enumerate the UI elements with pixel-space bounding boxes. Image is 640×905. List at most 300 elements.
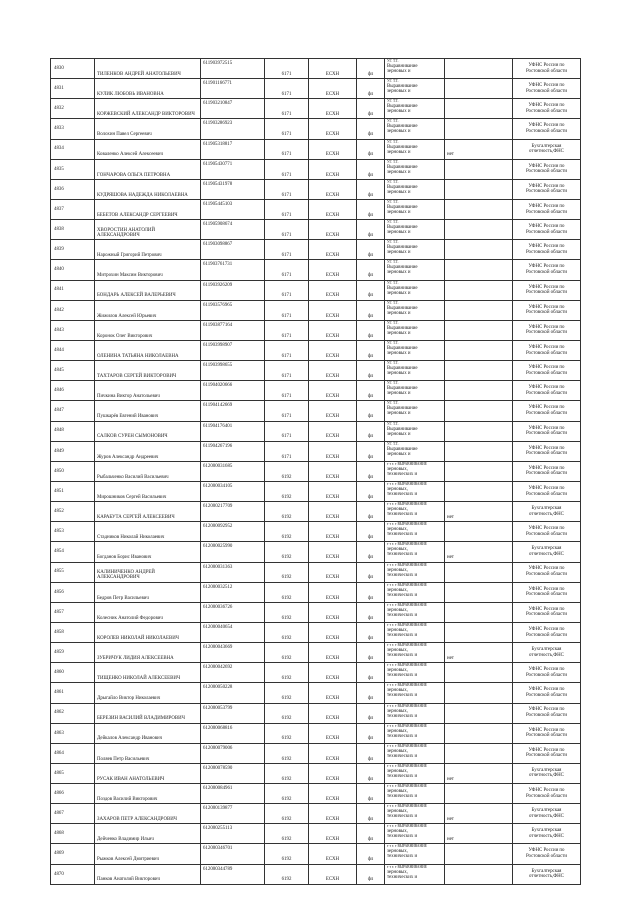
status-flag: [445, 784, 513, 804]
taxpayer-name: РУСАК ИВАН АНАТОЛЬЕВИЧ: [95, 763, 201, 783]
source-organization: [513, 441, 581, 461]
activity-description: [385, 784, 445, 804]
activity-description: [385, 763, 445, 783]
table-row: [51, 441, 581, 461]
row-number: 4853: [51, 522, 95, 542]
tax-regime: ЕСХН: [309, 582, 357, 602]
taxpayer-inn: 612000346701: [201, 844, 265, 864]
table-row: [51, 280, 581, 300]
source-line: отчетность,ФНС: [529, 773, 564, 779]
tax-office-code: 6171: [265, 119, 309, 139]
source-organization: [513, 340, 581, 360]
entity-kind: фл: [357, 401, 385, 421]
activity-description: [385, 159, 445, 179]
source-line: Бухгалтерская: [531, 868, 562, 874]
tax-regime: ЕСХН: [309, 441, 357, 461]
taxpayer-inn: 612000344789: [201, 864, 265, 884]
activity-line: Выравнивание: [387, 265, 418, 271]
table-row: [51, 522, 581, 542]
source-organization: [513, 703, 581, 723]
entity-kind: фл: [357, 119, 385, 139]
source-organization: [513, 582, 581, 602]
activity-description: [385, 481, 445, 501]
entity-kind: фл: [357, 663, 385, 683]
activity-line: УГ. Т.Т.: [387, 240, 399, 245]
table-row: [51, 804, 581, 824]
activity-line: УГ. Т.Т.: [387, 79, 399, 84]
activity-line: Выравнивание: [387, 325, 418, 331]
tax-office-code: 6171: [265, 300, 309, 320]
taxpayer-inn: 612000031685: [201, 461, 265, 481]
activity-line: УГ. Т.Т.: [387, 320, 399, 325]
activity-line: зерновых,: [387, 789, 408, 795]
tax-regime: ЕСХН: [309, 59, 357, 79]
taxpayer-name: ТИЩЕНКО НИКОЛАЙ АЛЕКСЕЕВИЧ: [95, 663, 201, 683]
source-line: УФНС России по: [528, 123, 565, 129]
activity-line: УГ. Т.Т.: [387, 260, 399, 265]
taxpayer-inn: 612000025990: [201, 542, 265, 562]
taxpayer-inn: 611905318817: [201, 139, 265, 159]
tax-regime: ЕСХН: [309, 743, 357, 763]
taxpayer-inn: 611904020666: [201, 381, 265, 401]
table-row: [51, 260, 581, 280]
entity-kind: фл: [357, 421, 385, 441]
tax-office-code: 6192: [265, 643, 309, 663]
taxpayer-inn: 611905430771: [201, 159, 265, 179]
activity-line: зерновых,: [387, 567, 408, 573]
row-number: 4848: [51, 421, 95, 441]
taxpayer-name: Колесник Анатолий Федорович: [95, 602, 201, 622]
source-line: Ростовской области: [525, 531, 568, 537]
status-flag: [445, 179, 513, 199]
table-row: [51, 481, 581, 501]
activity-line: технических и: [387, 713, 418, 719]
table-row: [51, 824, 581, 844]
row-number: 4859: [51, 643, 95, 663]
row-number: 4849: [51, 441, 95, 461]
row-number: 4860: [51, 663, 95, 683]
activity-line: технических и: [387, 733, 418, 739]
tax-office-code: 6192: [265, 864, 309, 884]
source-line: УФНС России по: [528, 687, 565, 693]
activity-description: [385, 340, 445, 360]
status-flag: [445, 361, 513, 381]
activity-line: технических и: [387, 753, 418, 759]
row-number: 4840: [51, 260, 95, 280]
activity-line: УГ. Т.Т.: [387, 421, 399, 426]
tax-regime: ЕСХН: [309, 844, 357, 864]
table-row: [51, 703, 581, 723]
activity-line: т т т. т ВЫРАВНИВАНИЕ: [387, 643, 427, 648]
activity-line: УГ. Т.Т.: [387, 99, 399, 104]
activity-line: зерновых и: [387, 451, 411, 457]
row-number: 4845: [51, 361, 95, 381]
source-line: Ростовской области: [525, 612, 568, 618]
activity-line: зерновых и: [387, 69, 411, 74]
entity-kind: фл: [357, 743, 385, 763]
tax-office-code: 6192: [265, 824, 309, 844]
activity-description: [385, 260, 445, 280]
tax-office-code: 6171: [265, 139, 309, 159]
table-row: [51, 240, 581, 260]
activity-line: зерновых,: [387, 748, 408, 754]
tax-regime: ЕСХН: [309, 220, 357, 240]
taxpayer-inn: 612000043669: [201, 643, 265, 663]
activity-line: УГ. Т.Т.: [387, 340, 399, 345]
entity-kind: фл: [357, 179, 385, 199]
source-line: УФНС России по: [528, 485, 565, 491]
activity-line: Выравнивание: [387, 84, 418, 90]
taxpayer-name: ЗУБРИЧУК ЛИДИЯ АЛЕКСЕЕВНА: [95, 643, 201, 663]
activity-line: зерновых и: [387, 350, 411, 356]
activity-description: [385, 602, 445, 622]
taxpayer-inn: 611904142669: [201, 401, 265, 421]
row-number: 4862: [51, 703, 95, 723]
activity-description: [385, 320, 445, 340]
activity-description: [385, 401, 445, 421]
tax-office-code: 6171: [265, 421, 309, 441]
source-line: УФНС России по: [528, 425, 565, 431]
activity-line: Выравнивание: [387, 446, 418, 452]
taxpayer-inn: 611904267196: [201, 441, 265, 461]
tax-office-code: 6192: [265, 622, 309, 642]
source-organization: [513, 844, 581, 864]
activity-line: т т т. т ВЫРАВНИВАНИЕ: [387, 784, 427, 789]
tax-regime: ЕСХН: [309, 139, 357, 159]
activity-line: зерновых,: [387, 648, 408, 654]
row-number: 4867: [51, 804, 95, 824]
activity-description: [385, 59, 445, 79]
activity-line: технических и: [387, 834, 418, 840]
activity-line: Выравнивание: [387, 164, 418, 170]
activity-line: зерновых и: [387, 129, 411, 135]
activity-line: т т т. т ВЫРАВНИВАНИЕ: [387, 522, 427, 527]
status-flag: [445, 79, 513, 99]
taxpayer-name: КАЛИНИЧЕНКО АНДРЕЙ АЛЕКСАНДРОВИЧ: [95, 562, 201, 582]
source-line: УФНС России по: [528, 526, 565, 532]
taxpayer-inn: 612000255113: [201, 824, 265, 844]
entity-kind: фл: [357, 79, 385, 99]
tax-office-code: 6192: [265, 763, 309, 783]
source-organization: [513, 421, 581, 441]
taxpayer-name: Дейченко Владимир Ильич: [95, 824, 201, 844]
row-number: 4854: [51, 542, 95, 562]
table-row: [51, 220, 581, 240]
taxpayer-inn: 611904176401: [201, 421, 265, 441]
activity-description: [385, 824, 445, 844]
taxpayer-name: КОРЖЕВСКИЙ АЛЕКСАНДР ВИКТОРОВИЧ: [95, 99, 201, 119]
entity-kind: фл: [357, 864, 385, 884]
activity-line: УГ. Т.Т.: [387, 401, 399, 406]
source-organization: [513, 502, 581, 522]
tax-regime: ЕСХН: [309, 784, 357, 804]
activity-description: [385, 723, 445, 743]
table-row: [51, 844, 581, 864]
source-line: УФНС России по: [528, 344, 565, 350]
activity-line: технических и: [387, 612, 418, 618]
entity-kind: фл: [357, 844, 385, 864]
taxpayer-inn: 612000139877: [201, 804, 265, 824]
source-line: отчетность,ФНС: [529, 149, 564, 155]
table-row: [51, 643, 581, 663]
source-line: Ростовской области: [525, 692, 568, 698]
taxpayer-name: Пушкарёв Евгений Иванович: [95, 401, 201, 421]
source-line: Ростовской области: [525, 209, 568, 215]
activity-line: зерновых и: [387, 270, 411, 276]
status-flag: [445, 723, 513, 743]
source-line: Ростовской области: [525, 169, 568, 175]
table-row: [51, 784, 581, 804]
source-line: отчетность,ФНС: [529, 511, 564, 517]
tax-regime: ЕСХН: [309, 300, 357, 320]
row-number: 4868: [51, 824, 95, 844]
tax-regime: ЕСХН: [309, 320, 357, 340]
tax-regime: ЕСХН: [309, 280, 357, 300]
activity-line: зерновых и: [387, 310, 411, 316]
taxpayer-name: ОЛЕНИНА ТАТЬЯНА НИКОЛАЕВНА: [95, 340, 201, 360]
source-line: Ростовской области: [525, 793, 568, 799]
row-number: 4863: [51, 723, 95, 743]
tax-regime: ЕСХН: [309, 663, 357, 683]
tax-regime: ЕСХН: [309, 461, 357, 481]
source-organization: [513, 199, 581, 219]
status-flag: [445, 59, 513, 79]
status-flag: [445, 240, 513, 260]
status-flag: [445, 582, 513, 602]
entity-kind: фл: [357, 582, 385, 602]
source-line: Бухгалтерская: [531, 143, 562, 149]
row-number: 4855: [51, 562, 95, 582]
activity-description: [385, 522, 445, 542]
activity-line: УГ. Т.Т.: [387, 300, 399, 305]
status-flag: [445, 300, 513, 320]
taxpayer-name: Рыбальченко Василий Васильевич: [95, 461, 201, 481]
activity-line: зерновых,: [387, 547, 408, 553]
source-organization: [513, 320, 581, 340]
activity-description: [385, 743, 445, 763]
activity-line: зерновых,: [387, 688, 408, 694]
activity-description: [385, 179, 445, 199]
activity-line: зерновых,: [387, 708, 408, 714]
activity-line: т т т. т ВЫРАВНИВАНИЕ: [387, 663, 427, 668]
taxpayer-name: Бедров Петр Васильевич: [95, 582, 201, 602]
row-number: 4838: [51, 220, 95, 240]
tax-regime: ЕСХН: [309, 804, 357, 824]
entity-kind: фл: [357, 340, 385, 360]
table-row: [51, 179, 581, 199]
source-organization: [513, 59, 581, 79]
source-line: Бухгалтерская: [531, 808, 562, 814]
table-row: [51, 502, 581, 522]
tax-regime: ЕСХН: [309, 502, 357, 522]
source-line: УФНС России по: [528, 586, 565, 592]
activity-line: зерновых и: [387, 109, 411, 115]
activity-line: т т т. т ВЫРАВНИВАНИЕ: [387, 582, 427, 587]
table-row: [51, 139, 581, 159]
taxpayer-inn: 612000040654: [201, 622, 265, 642]
activity-line: зерновых и: [387, 371, 411, 377]
source-line: Ростовской области: [525, 249, 568, 255]
table-row: [51, 300, 581, 320]
source-line: отчетность,ФНС: [529, 652, 564, 658]
tax-regime: ЕСХН: [309, 421, 357, 441]
source-organization: [513, 643, 581, 663]
taxpayer-name: КОРОЛЕВ НИКОЛАЙ НИКОЛАЕВИЧ: [95, 622, 201, 642]
activity-description: [385, 864, 445, 884]
activity-line: Выравнивание: [387, 124, 418, 130]
source-organization: [513, 159, 581, 179]
activity-line: технических и: [387, 592, 418, 598]
taxpayer-name: Стадников Николай Николаевич: [95, 522, 201, 542]
tax-regime: ЕСХН: [309, 643, 357, 663]
entity-kind: фл: [357, 481, 385, 501]
entity-kind: фл: [357, 280, 385, 300]
source-line: УФНС России по: [528, 244, 565, 250]
source-line: Ростовской области: [525, 290, 568, 296]
tax-office-code: 6192: [265, 723, 309, 743]
activity-description: [385, 280, 445, 300]
taxpayer-name: Коронок Олег Викторович: [95, 320, 201, 340]
activity-line: зерновых,: [387, 466, 408, 472]
row-number: 4857: [51, 602, 95, 622]
source-line: УФНС России по: [528, 606, 565, 612]
source-line: УФНС России по: [528, 284, 565, 290]
table-row: [51, 99, 581, 119]
status-flag: [445, 743, 513, 763]
taxpayer-inn: 612000084961: [201, 784, 265, 804]
taxpayer-inn: 611905431978: [201, 179, 265, 199]
taxpayer-inn: 612000050228: [201, 683, 265, 703]
source-line: УФНС России по: [528, 848, 565, 854]
table-row: [51, 381, 581, 401]
tax-office-code: 6192: [265, 743, 309, 763]
source-line: УФНС России по: [528, 747, 565, 753]
activity-description: [385, 582, 445, 602]
row-number: 4836: [51, 179, 95, 199]
entity-kind: фл: [357, 260, 385, 280]
source-line: УФНС России по: [528, 83, 565, 89]
activity-line: технических и: [387, 693, 418, 699]
activity-line: технических и: [387, 653, 418, 659]
activity-line: УГ. Т.Т.: [387, 159, 399, 164]
row-number: 4841: [51, 280, 95, 300]
source-line: Ростовской области: [525, 410, 568, 416]
activity-line: т т т. т ВЫРАВНИВАНИЕ: [387, 602, 427, 607]
table-row: [51, 119, 581, 139]
row-number: 4830: [51, 59, 95, 79]
tax-regime: ЕСХН: [309, 723, 357, 743]
activity-line: т т т. т ВЫРАВНИВАНИЕ: [387, 542, 427, 547]
entity-kind: фл: [357, 703, 385, 723]
taxpayer-inn: 611903286923: [201, 119, 265, 139]
status-flag: нет: [445, 542, 513, 562]
taxpayer-name: Панков Анатолий Викторович: [95, 864, 201, 884]
taxpayer-inn: 612000042692: [201, 663, 265, 683]
tax-office-code: 6171: [265, 401, 309, 421]
source-organization: [513, 220, 581, 240]
tax-office-code: 6171: [265, 441, 309, 461]
source-line: Ростовской области: [525, 733, 568, 739]
tax-regime: ЕСХН: [309, 481, 357, 501]
activity-line: технических и: [387, 874, 418, 880]
activity-line: УГ. Т.Т.: [387, 441, 399, 446]
tax-regime: ЕСХН: [309, 199, 357, 219]
table-row: [51, 683, 581, 703]
activity-line: зерновых и: [387, 391, 411, 397]
tax-office-code: 6192: [265, 683, 309, 703]
status-flag: нет: [445, 139, 513, 159]
source-line: УФНС России по: [528, 667, 565, 673]
activity-line: Выравнивание: [387, 386, 418, 392]
activity-line: УГ. Т.Т.: [387, 220, 399, 225]
tax-office-code: 6171: [265, 179, 309, 199]
entity-kind: фл: [357, 502, 385, 522]
table-row: [51, 421, 581, 441]
activity-line: технических и: [387, 471, 418, 477]
activity-line: Выравнивание: [387, 184, 418, 190]
source-line: Ростовской области: [525, 632, 568, 638]
source-line: УФНС России по: [528, 566, 565, 572]
source-line: Ростовской области: [525, 713, 568, 719]
row-number: 4844: [51, 340, 95, 360]
entity-kind: фл: [357, 461, 385, 481]
activity-description: [385, 441, 445, 461]
activity-description: [385, 300, 445, 320]
activity-line: Выравнивание: [387, 104, 418, 110]
taxpayer-inn: 612000217709: [201, 502, 265, 522]
taxpayer-inn: 611903877164: [201, 320, 265, 340]
taxpayer-name: Поляев Петр Васильевич: [95, 743, 201, 763]
activity-line: УГ. Т.Т.: [387, 280, 399, 285]
activity-description: [385, 139, 445, 159]
entity-kind: фл: [357, 824, 385, 844]
tax-regime: ЕСХН: [309, 602, 357, 622]
activity-line: т т т. т ВЫРАВНИВАНИЕ: [387, 703, 427, 708]
status-flag: [445, 461, 513, 481]
source-line: Бухгалтерская: [531, 767, 562, 773]
source-organization: [513, 683, 581, 703]
tax-office-code: 6192: [265, 703, 309, 723]
activity-description: [385, 804, 445, 824]
entity-kind: фл: [357, 763, 385, 783]
activity-line: Выравнивание: [387, 204, 418, 210]
activity-line: технических и: [387, 794, 418, 800]
tax-regime: ЕСХН: [309, 763, 357, 783]
table-row: [51, 340, 581, 360]
activity-line: т т т. т ВЫРАВНИВАНИЕ: [387, 502, 427, 507]
source-line: Ростовской области: [525, 370, 568, 376]
tax-regime: ЕСХН: [309, 260, 357, 280]
status-flag: [445, 864, 513, 884]
taxpayer-inn: 611905445103: [201, 199, 265, 219]
activity-line: технических и: [387, 532, 418, 538]
status-flag: [445, 260, 513, 280]
activity-line: т т т. т ВЫРАВНИВАНИЕ: [387, 622, 427, 627]
taxpayer-inn: 612000031363: [201, 562, 265, 582]
tax-regime: ЕСХН: [309, 703, 357, 723]
source-organization: [513, 663, 581, 683]
entity-kind: фл: [357, 300, 385, 320]
source-line: УФНС России по: [528, 62, 565, 68]
activity-line: технических и: [387, 552, 418, 558]
status-flag: [445, 562, 513, 582]
activity-line: технических и: [387, 512, 418, 518]
source-line: УФНС России по: [528, 405, 565, 411]
row-number: 4864: [51, 743, 95, 763]
activity-description: [385, 844, 445, 864]
activity-line: зерновых,: [387, 587, 408, 593]
activity-line: Выравнивание: [387, 285, 418, 291]
